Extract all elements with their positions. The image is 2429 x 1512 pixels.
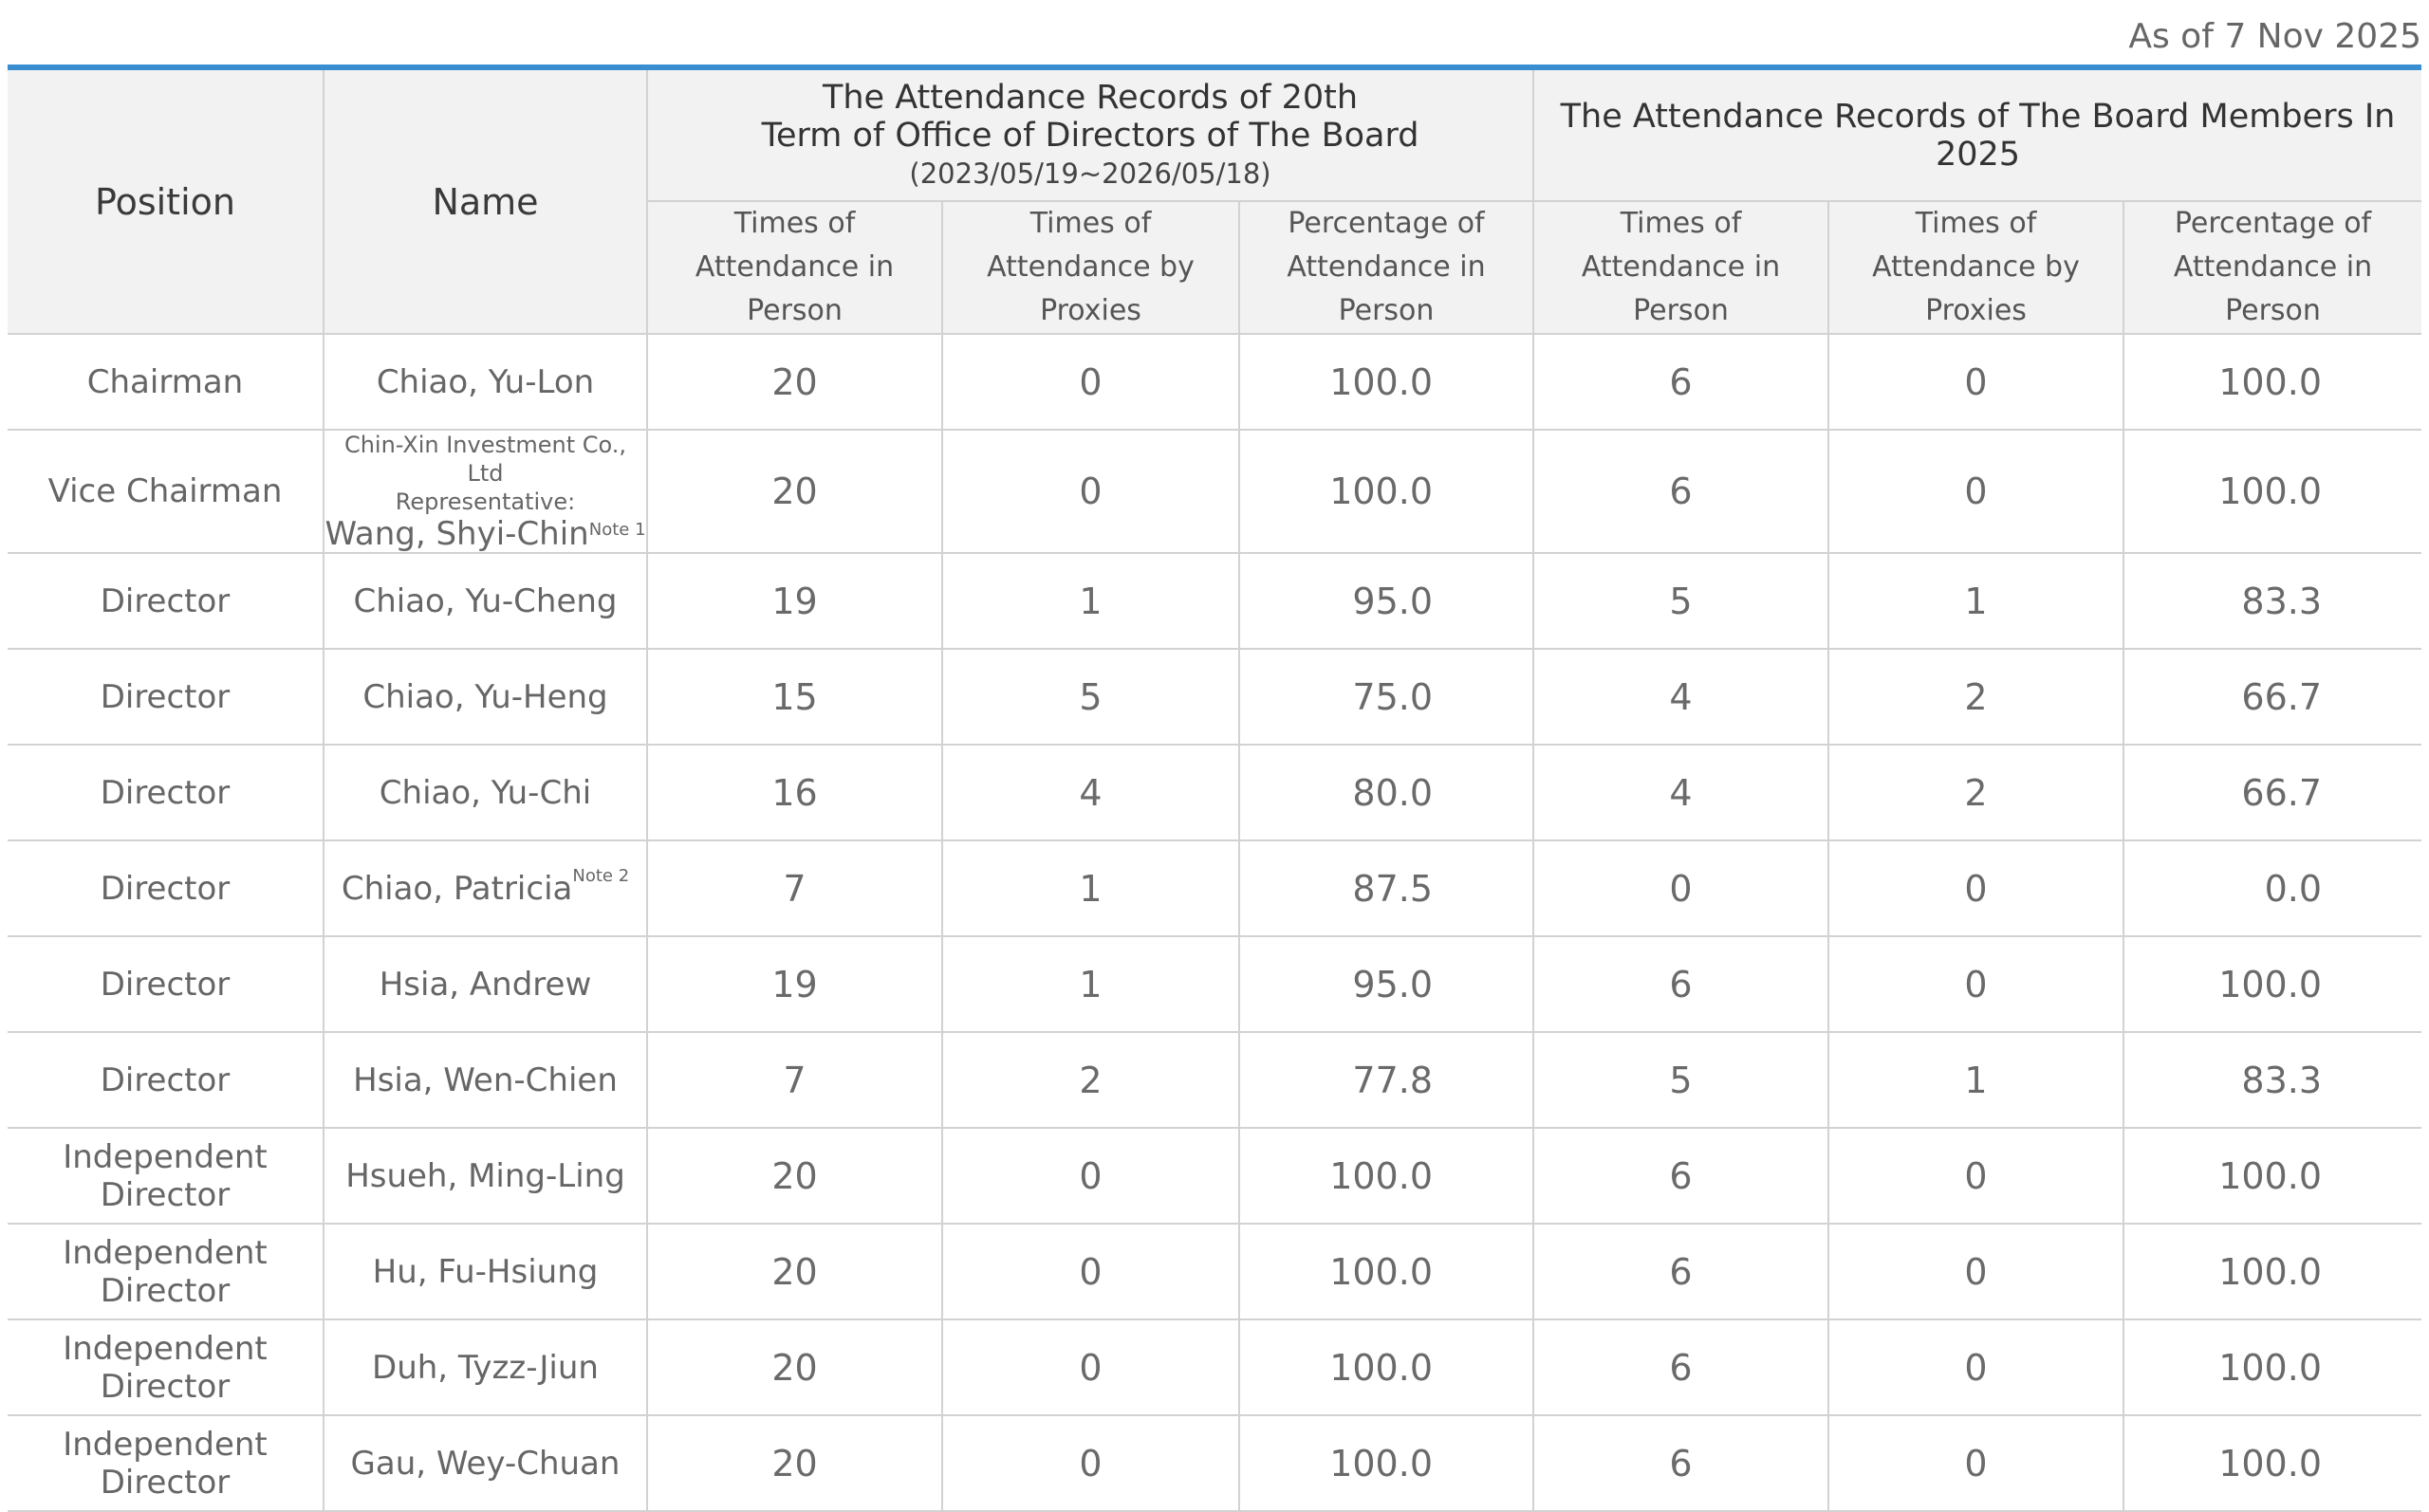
table-row	[8, 1319, 2421, 1415]
cell-year-proxies: 2	[1828, 649, 2123, 745]
note-marker: Note 2	[572, 865, 630, 886]
cell-year-pct: 0.0	[2123, 840, 2421, 936]
cell-name: Chiao, Patricia$^{Note 2}$	[324, 840, 647, 936]
table-row	[8, 649, 2421, 745]
cell-year-in-person: 5	[1533, 1032, 1828, 1128]
cell-term-in-person: 7	[647, 840, 942, 936]
cell-term-pct: 95.0	[1239, 553, 1533, 649]
table-row	[8, 1032, 2421, 1128]
cell-term-in-person: 20	[647, 334, 942, 430]
cell-term-in-person: 15	[647, 649, 942, 745]
cell-name: Hu, Fu-Hsiung	[324, 1224, 647, 1319]
cell-term-pct: 87.5	[1239, 840, 1533, 936]
cell-year-pct: 100.0	[2123, 1224, 2421, 1319]
cell-year-pct: 100.0	[2123, 1415, 2421, 1511]
cell-term-proxies: 1	[942, 936, 1239, 1032]
table-row	[8, 840, 2421, 936]
cell-term-in-person: 19	[647, 936, 942, 1032]
cell-year-proxies: 2	[1828, 745, 2123, 840]
cell-year-proxies: 1	[1828, 1032, 2123, 1128]
header-year-times-by-proxies: Times of Attendance by Proxies	[1828, 201, 2123, 334]
cell-term-proxies: 0	[942, 334, 1239, 430]
table-row	[8, 1128, 2421, 1224]
cell-term-proxies: 0	[942, 1224, 1239, 1319]
cell-position: Director	[8, 840, 324, 936]
header-term-line2: Term of Office of Directors of The Board	[761, 116, 1419, 155]
cell-year-in-person: 6	[1533, 936, 1828, 1032]
cell-position: Vice Chairman	[8, 430, 324, 553]
cell-position: Independent Director	[8, 1415, 324, 1511]
cell-position: Independent Director	[8, 1128, 324, 1224]
cell-position: Director	[8, 745, 324, 840]
header-term-times-in-person: Times of Attendance in Person	[647, 201, 942, 334]
cell-name: Gau, Wey-Chuan	[324, 1415, 647, 1511]
cell-position: Director	[8, 649, 324, 745]
table-row	[8, 430, 2421, 553]
cell-term-in-person: 7	[647, 1032, 942, 1128]
header-year-pct-in-person: Percentage of Attendance in Person	[2123, 201, 2421, 334]
cell-position: Director	[8, 936, 324, 1032]
cell-term-in-person: 19	[647, 553, 942, 649]
cell-position: Independent Director	[8, 1224, 324, 1319]
header-term-range: (2023/05/19~2026/05/18)	[909, 157, 1271, 190]
cell-year-pct: 100.0	[2123, 1128, 2421, 1224]
cell-year-pct: 66.7	[2123, 649, 2421, 745]
representative-name: Wang, Shyi-Chin$^{Note 1}$	[324, 515, 646, 553]
cell-year-in-person: 0	[1533, 840, 1828, 936]
table-row	[8, 1224, 2421, 1319]
cell-term-pct: 100.0	[1239, 1319, 1533, 1415]
header-term-times-by-proxies: Times of Attendance by Proxies	[942, 201, 1239, 334]
cell-name: Chiao, Yu-Heng	[324, 649, 647, 745]
cell-year-in-person: 6	[1533, 1128, 1828, 1224]
company-name: Chin-Xin Investment Co., Ltd	[343, 432, 627, 487]
cell-term-in-person: 20	[647, 1128, 942, 1224]
cell-year-pct: 83.3	[2123, 553, 2421, 649]
cell-term-proxies: 5	[942, 649, 1239, 745]
cell-year-in-person: 6	[1533, 1415, 1828, 1511]
cell-year-proxies: 0	[1828, 334, 2123, 430]
table-row	[8, 745, 2421, 840]
cell-year-pct: 100.0	[2123, 936, 2421, 1032]
cell-year-proxies: 0	[1828, 936, 2123, 1032]
cell-year-pct: 100.0	[2123, 1319, 2421, 1415]
table-row	[8, 553, 2421, 649]
cell-position: Director	[8, 1032, 324, 1128]
cell-term-pct: 75.0	[1239, 649, 1533, 745]
cell-term-pct: 95.0	[1239, 936, 1533, 1032]
cell-term-proxies: 0	[942, 1128, 1239, 1224]
header-term-group	[647, 67, 1533, 201]
cell-name: Duh, Tyzz-Jiun	[324, 1319, 647, 1415]
cell-year-proxies: 1	[1828, 553, 2123, 649]
cell-term-pct: 100.0	[1239, 334, 1533, 430]
header-year-group: The Attendance Records of The Board Members In 2025	[1533, 67, 2421, 201]
header-term-line1: The Attendance Records of 20th	[822, 78, 1359, 117]
note-marker: Note 1	[588, 520, 646, 540]
cell-position: Independent Director	[8, 1319, 324, 1415]
cell-year-proxies: 0	[1828, 1319, 2123, 1415]
cell-position: Chairman	[8, 334, 324, 430]
cell-year-proxies: 0	[1828, 840, 2123, 936]
cell-position: Director	[8, 553, 324, 649]
table-row	[8, 936, 2421, 1032]
as-of-date: As of 7 Nov 2025	[2128, 17, 2421, 56]
cell-term-in-person: 16	[647, 745, 942, 840]
cell-name: Chiao, Yu-Cheng	[324, 553, 647, 649]
cell-year-in-person: 4	[1533, 745, 1828, 840]
cell-year-pct: 100.0	[2123, 430, 2421, 553]
table-row	[8, 334, 2421, 430]
cell-year-proxies: 0	[1828, 1128, 2123, 1224]
cell-year-pct: 66.7	[2123, 745, 2421, 840]
cell-term-in-person: 20	[647, 1415, 942, 1511]
cell-term-pct: 77.8	[1239, 1032, 1533, 1128]
cell-term-in-person: 20	[647, 1224, 942, 1319]
cell-year-pct: 83.3	[2123, 1032, 2421, 1128]
cell-year-in-person: 6	[1533, 430, 1828, 553]
cell-term-in-person: 20	[647, 1319, 942, 1415]
cell-term-proxies: 4	[942, 745, 1239, 840]
attendance-table	[8, 65, 2421, 1512]
cell-term-pct: 100.0	[1239, 430, 1533, 553]
cell-term-proxies: 0	[942, 1319, 1239, 1415]
header-position: Position	[8, 67, 324, 334]
cell-term-proxies: 2	[942, 1032, 1239, 1128]
cell-year-in-person: 4	[1533, 649, 1828, 745]
cell-year-in-person: 6	[1533, 1319, 1828, 1415]
cell-term-pct: 100.0	[1239, 1224, 1533, 1319]
cell-term-proxies: 0	[942, 1415, 1239, 1511]
cell-name	[324, 430, 647, 553]
cell-term-pct: 80.0	[1239, 745, 1533, 840]
cell-term-proxies: 1	[942, 553, 1239, 649]
table-row	[8, 1415, 2421, 1511]
cell-term-pct: 100.0	[1239, 1128, 1533, 1224]
cell-year-proxies: 0	[1828, 1224, 2123, 1319]
cell-name: Chiao, Yu-Chi	[324, 745, 647, 840]
cell-year-proxies: 0	[1828, 1415, 2123, 1511]
header-term-pct-in-person: Percentage of Attendance in Person	[1239, 201, 1533, 334]
cell-year-pct: 100.0	[2123, 334, 2421, 430]
cell-year-in-person: 6	[1533, 334, 1828, 430]
cell-name: Chiao, Yu-Lon	[324, 334, 647, 430]
cell-term-proxies: 1	[942, 840, 1239, 936]
header-year-times-in-person: Times of Attendance in Person	[1533, 201, 1828, 334]
cell-term-in-person: 20	[647, 430, 942, 553]
cell-year-in-person: 5	[1533, 553, 1828, 649]
cell-name: Hsia, Wen-Chien	[324, 1032, 647, 1128]
cell-term-pct: 100.0	[1239, 1415, 1533, 1511]
header-name: Name	[324, 67, 647, 334]
cell-name: Hsueh, Ming-Ling	[324, 1128, 647, 1224]
cell-term-proxies: 0	[942, 430, 1239, 553]
cell-year-in-person: 6	[1533, 1224, 1828, 1319]
cell-year-proxies: 0	[1828, 430, 2123, 553]
cell-name: Hsia, Andrew	[324, 936, 647, 1032]
representative-label: Representative:	[395, 489, 576, 515]
